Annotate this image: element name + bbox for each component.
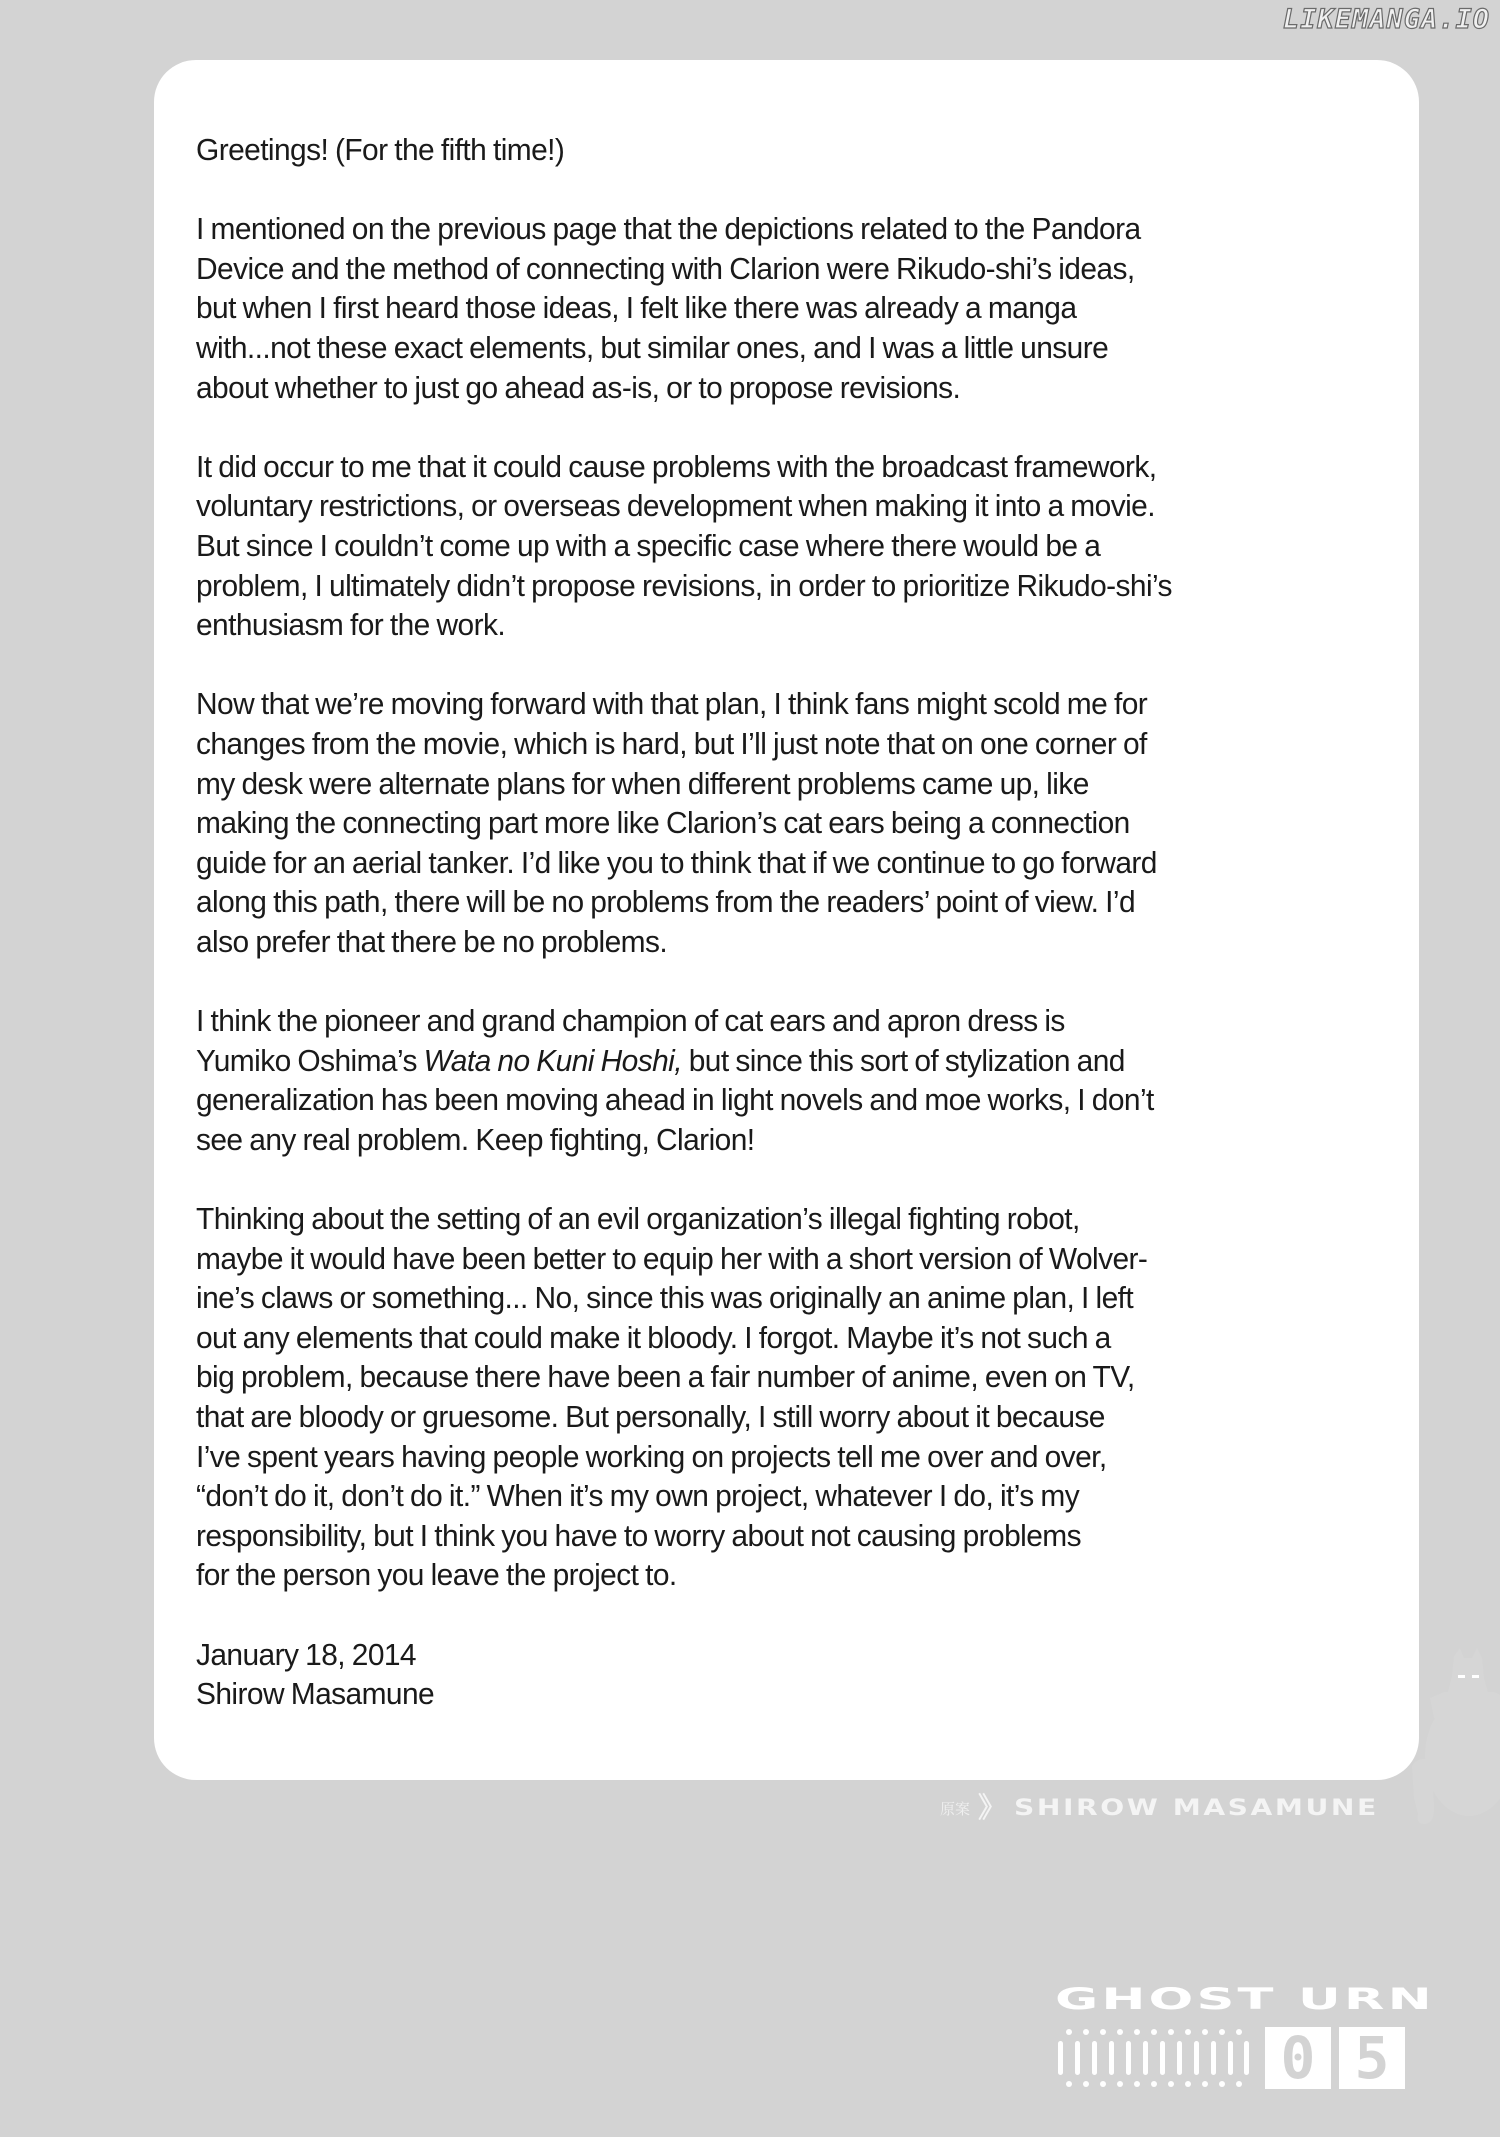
text-line: also prefer that there be no problems. xyxy=(196,923,668,959)
text-line: I mentioned on the previous page that the depictions related to the Pandora xyxy=(196,211,1141,247)
work-title-italic: Wata no Kuni Hoshi, xyxy=(423,1042,682,1078)
text-line: Device and the method of connecting with Clarion were Rikudo-shi’s ideas, xyxy=(196,250,1135,286)
text-line: about whether to just go ahead as-is, or to propose revisions. xyxy=(196,369,961,405)
text-line: see any real problem. Keep fighting, Clarion! xyxy=(196,1121,755,1157)
text-line: Greetings! (For the fifth time!) xyxy=(196,132,565,167)
original-author-credit xyxy=(940,1791,1379,1824)
volume-digit: 5 xyxy=(1339,2027,1405,2089)
paragraph xyxy=(196,209,1354,407)
barcode-decoration-icon xyxy=(1055,2027,1250,2089)
afterword-card xyxy=(154,60,1419,1780)
text-line: out any elements that could make it bloody. I forgot. Maybe it’s not such a xyxy=(196,1319,1111,1355)
text-line: ine’s claws or something... No, since this was originally an anime plan, I left xyxy=(196,1280,1134,1316)
text-line: But since I couldn’t come up with a specific case where there would be a xyxy=(196,527,1101,563)
letter-date: January 18, 2014 xyxy=(196,1636,417,1672)
text-line: guide for an aerial tanker. I’d like you to think that if we continue to go forward xyxy=(196,844,1157,880)
greeting-paragraph xyxy=(196,130,1354,170)
text-line: changes from the movie, which is hard, but I’ll just note that on one corner of xyxy=(196,725,1147,761)
volume-digit: 0 xyxy=(1265,2027,1331,2089)
text-line: with...not these exact elements, but similar ones, and I was a little unsure xyxy=(196,329,1109,365)
paragraph xyxy=(196,684,1354,961)
text-line: generalization has been moving ahead in light novels and moe works, I don’t xyxy=(196,1082,1154,1118)
letter-body xyxy=(196,130,1354,1753)
text-line: I’ve spent years having people working on projects tell me over and over, xyxy=(196,1438,1107,1474)
site-watermark: LIKEMANGA.IO xyxy=(1282,4,1490,35)
text-line: maybe it would have been better to equip her with a short version of Wolver- xyxy=(196,1240,1148,1276)
text-fragment: but since this sort of stylization and xyxy=(681,1042,1125,1078)
text-line: problem, I ultimately didn’t propose revisions, in order to prioritize Rikudo-shi’s xyxy=(196,567,1172,603)
text-line: making the connecting part more like Clarion’s cat ears being a connection xyxy=(196,805,1130,841)
text-fragment: Yumiko Oshima’s xyxy=(196,1042,424,1078)
double-chevron-icon: 》 xyxy=(978,1791,1001,1824)
credit-label: 原案 xyxy=(940,1799,971,1818)
paragraph xyxy=(196,1199,1354,1595)
series-logo xyxy=(1055,1982,1435,2095)
text-line: along this path, there will be no problems from the readers’ point of view. I’d xyxy=(196,884,1136,920)
text-line: but when I first heard those ideas, I felt like there was already a manga xyxy=(196,290,1077,326)
paragraph xyxy=(196,1001,1354,1159)
text-line: Now that we’re moving forward with that plan, I think fans might scold me for xyxy=(196,686,1148,722)
series-title: GHOST URN xyxy=(1055,1982,1435,2017)
text-line: responsibility, but I think you have to worry about not causing problems xyxy=(196,1517,1081,1553)
text-line: It did occur to me that it could cause problems with the broadcast framework, xyxy=(196,448,1157,484)
text-line: enthusiasm for the work. xyxy=(196,607,506,643)
text-line: “don’t do it, don’t do it.” When it’s my own project, whatever I do, it’s my xyxy=(196,1478,1080,1514)
signature-block xyxy=(196,1635,1354,1714)
text-line xyxy=(196,1041,1354,1081)
paragraph xyxy=(196,447,1354,645)
text-line: voluntary restrictions, or overseas development when making it into a movie. xyxy=(196,488,1155,524)
text-line: Thinking about the setting of an evil organization’s illegal fighting robot, xyxy=(196,1201,1080,1237)
text-line: that are bloody or gruesome. But personally, I still worry about it because xyxy=(196,1399,1105,1434)
letter-author: Shirow Masamune xyxy=(196,1676,435,1712)
credit-name: SHIROW MASAMUNE xyxy=(1014,1795,1379,1821)
text-line: I think the pioneer and grand champion of cat ears and apron dress is xyxy=(196,1003,1065,1039)
text-line: my desk were alternate plans for when different problems came up, like xyxy=(196,765,1089,801)
volume-number xyxy=(1265,2027,1405,2089)
text-line: for the person you leave the project to. xyxy=(196,1557,677,1593)
text-line: big problem, because there have been a fair number of anime, even on TV, xyxy=(196,1359,1135,1395)
robot-silhouette-icon xyxy=(1404,1648,1500,1828)
